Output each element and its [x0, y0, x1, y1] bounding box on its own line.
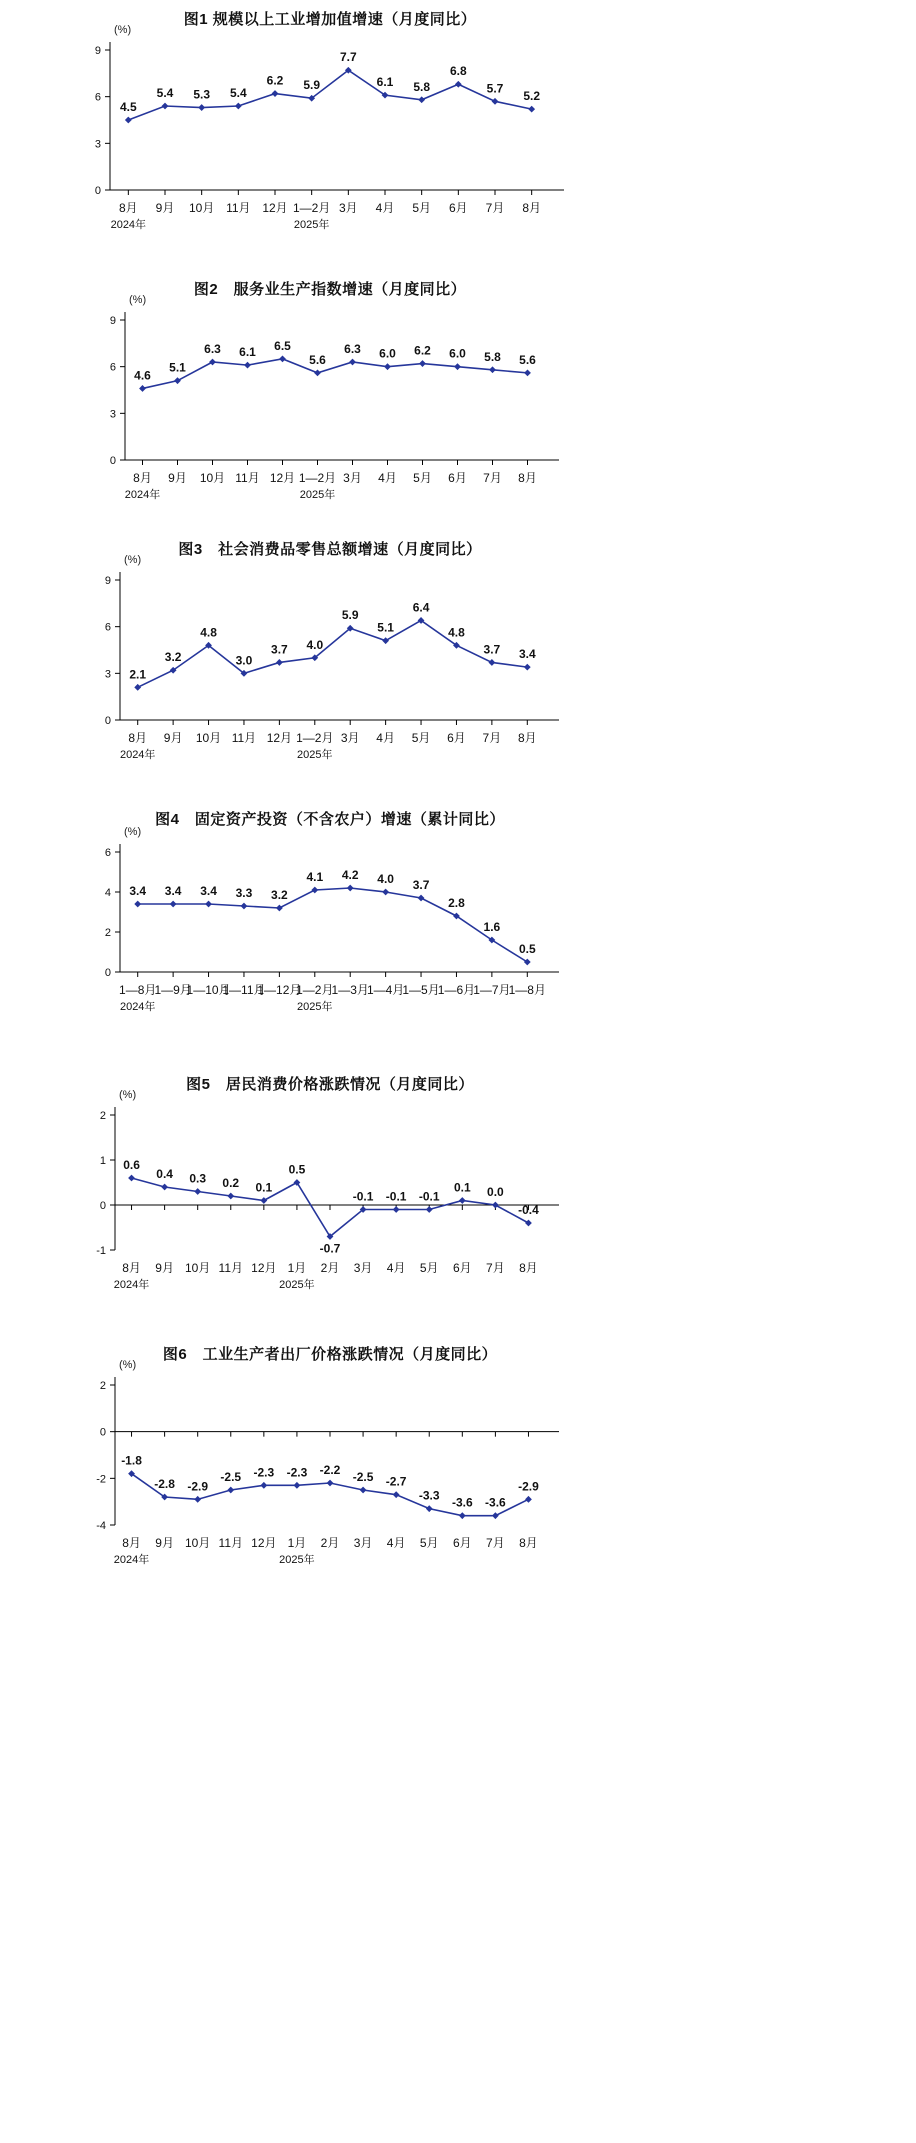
svg-text:8月: 8月 — [128, 731, 148, 745]
svg-text:11月: 11月 — [235, 471, 260, 485]
y-axis-unit-label: (%) — [124, 826, 142, 838]
svg-text:0.1: 0.1 — [453, 1180, 471, 1195]
svg-text:5月: 5月 — [419, 1261, 439, 1275]
svg-text:5.2: 5.2 — [523, 89, 541, 104]
chart-block-3 — [0, 525, 916, 795]
svg-text:2.8: 2.8 — [448, 896, 465, 910]
svg-text:5.1: 5.1 — [377, 620, 394, 635]
svg-text:4: 4 — [104, 887, 111, 899]
svg-text:2024年: 2024年 — [119, 1001, 156, 1013]
svg-text:4.2: 4.2 — [341, 868, 359, 882]
svg-text:-0.1: -0.1 — [418, 1189, 440, 1204]
svg-text:5.4: 5.4 — [156, 86, 174, 100]
svg-text:1—2月: 1—2月 — [296, 983, 334, 997]
svg-text:12月: 12月 — [251, 1261, 277, 1275]
svg-text:10月: 10月 — [185, 1536, 211, 1550]
svg-text:8月: 8月 — [519, 1261, 538, 1275]
svg-text:1—10月: 1—10月 — [186, 983, 231, 997]
svg-text:9月: 9月 — [155, 1536, 174, 1550]
svg-text:1—2月: 1—2月 — [292, 201, 331, 215]
svg-text:-3.6: -3.6 — [451, 1495, 473, 1510]
svg-text:10月: 10月 — [188, 201, 215, 215]
svg-text:0.5: 0.5 — [288, 1162, 306, 1177]
svg-text:-3.3: -3.3 — [418, 1488, 440, 1503]
svg-text:0: 0 — [104, 967, 111, 979]
svg-text:0: 0 — [104, 715, 111, 727]
chart-block-2 — [0, 260, 916, 525]
svg-text:2025年: 2025年 — [293, 219, 330, 231]
svg-text:8月: 8月 — [522, 201, 542, 215]
svg-text:0: 0 — [94, 185, 101, 197]
svg-text:4.5: 4.5 — [119, 100, 137, 114]
svg-text:9月: 9月 — [163, 731, 183, 745]
svg-text:11月: 11月 — [218, 1536, 244, 1550]
svg-text:0.2: 0.2 — [222, 1176, 240, 1190]
svg-text:1—8月: 1—8月 — [119, 983, 157, 997]
svg-text:3.7: 3.7 — [271, 642, 288, 657]
y-axis-unit-label: (%) — [119, 1359, 137, 1371]
svg-text:8月: 8月 — [118, 201, 138, 215]
svg-text:1—4月: 1—4月 — [366, 983, 405, 997]
svg-text:6.5: 6.5 — [274, 338, 291, 353]
svg-text:5.6: 5.6 — [309, 352, 326, 367]
svg-text:-0.4: -0.4 — [518, 1203, 539, 1217]
svg-text:7月: 7月 — [485, 201, 505, 215]
svg-text:12月: 12月 — [269, 471, 296, 485]
svg-text:6月: 6月 — [452, 1261, 472, 1275]
svg-text:5.4: 5.4 — [229, 86, 247, 100]
svg-text:3.2: 3.2 — [164, 650, 182, 665]
svg-text:3月: 3月 — [353, 1536, 373, 1550]
svg-text:2月: 2月 — [320, 1536, 340, 1550]
y-axis-unit-label: (%) — [114, 24, 132, 36]
svg-text:3.4: 3.4 — [200, 884, 217, 898]
svg-text:2: 2 — [104, 927, 111, 939]
svg-text:-3.6: -3.6 — [485, 1495, 506, 1510]
svg-text:-0.1: -0.1 — [385, 1189, 407, 1204]
svg-text:1—12月: 1—12月 — [257, 983, 302, 997]
svg-text:7.7: 7.7 — [339, 50, 357, 65]
y-axis-unit-label: (%) — [129, 294, 147, 306]
svg-text:8月: 8月 — [133, 471, 152, 485]
svg-text:5.8: 5.8 — [413, 79, 431, 94]
svg-text:12月: 12月 — [266, 731, 293, 745]
svg-text:6月: 6月 — [452, 1536, 472, 1550]
svg-text:-2.2: -2.2 — [319, 1463, 341, 1477]
svg-text:6: 6 — [104, 621, 111, 634]
svg-text:8月: 8月 — [122, 1261, 141, 1275]
y-axis-unit-label: (%) — [119, 1089, 137, 1101]
svg-text:-2.8: -2.8 — [154, 1477, 175, 1491]
svg-text:8月: 8月 — [517, 731, 537, 745]
svg-text:6.2: 6.2 — [414, 343, 431, 358]
svg-text:0.0: 0.0 — [487, 1185, 504, 1199]
svg-text:5月: 5月 — [419, 1536, 439, 1550]
svg-text:-2: -2 — [96, 1473, 106, 1486]
svg-text:-2.9: -2.9 — [518, 1479, 539, 1494]
svg-text:1—11月: 1—11月 — [222, 983, 266, 997]
svg-text:-2.5: -2.5 — [220, 1470, 242, 1484]
svg-text:1月: 1月 — [287, 1536, 307, 1550]
svg-text:5.8: 5.8 — [484, 349, 501, 364]
svg-text:2024年: 2024年 — [113, 1279, 150, 1291]
svg-text:5.9: 5.9 — [341, 608, 359, 623]
svg-text:9: 9 — [94, 45, 101, 57]
svg-text:1: 1 — [99, 1155, 106, 1167]
chart-plot — [0, 20, 660, 246]
svg-text:6.0: 6.0 — [449, 346, 466, 361]
svg-text:6: 6 — [109, 361, 116, 374]
svg-text:5.7: 5.7 — [486, 81, 504, 96]
svg-text:-2.7: -2.7 — [385, 1474, 407, 1489]
svg-text:3.7: 3.7 — [483, 642, 501, 657]
svg-text:3月: 3月 — [353, 1261, 373, 1275]
svg-text:1—3月: 1—3月 — [331, 983, 369, 997]
svg-text:1—2月: 1—2月 — [296, 731, 334, 745]
svg-text:6: 6 — [104, 847, 111, 859]
svg-text:0.5: 0.5 — [518, 942, 536, 956]
svg-text:3: 3 — [109, 408, 116, 421]
svg-text:3.4: 3.4 — [129, 884, 147, 898]
svg-text:0.3: 0.3 — [189, 1171, 207, 1186]
svg-text:3.4: 3.4 — [518, 647, 536, 662]
svg-text:0.1: 0.1 — [255, 1180, 273, 1195]
svg-text:6.1: 6.1 — [239, 345, 256, 360]
svg-text:0: 0 — [109, 455, 116, 467]
chart-plot — [0, 1085, 660, 1306]
svg-text:1—9月: 1—9月 — [154, 983, 192, 997]
svg-text:0: 0 — [99, 1200, 106, 1212]
svg-text:1—5月: 1—5月 — [402, 983, 440, 997]
chart-title: 图6 工业生产者出厂价格涨跌情况（月度同比） — [162, 1346, 498, 1363]
svg-text:5.3: 5.3 — [193, 87, 211, 102]
chart-plot — [0, 550, 660, 776]
svg-text:2: 2 — [99, 1380, 106, 1392]
svg-text:-2.9: -2.9 — [187, 1479, 209, 1494]
svg-text:0.4: 0.4 — [156, 1167, 173, 1181]
svg-text:2月: 2月 — [320, 1261, 340, 1275]
svg-text:2024年: 2024年 — [119, 749, 156, 761]
svg-text:-4: -4 — [96, 1520, 106, 1532]
svg-text:6月: 6月 — [448, 201, 468, 215]
svg-text:6.3: 6.3 — [344, 342, 361, 356]
svg-text:-2.3: -2.3 — [286, 1465, 308, 1480]
svg-text:2.1: 2.1 — [129, 667, 147, 682]
svg-text:12月: 12月 — [262, 201, 288, 215]
chart-plot — [0, 822, 660, 1028]
svg-text:6.1: 6.1 — [376, 75, 394, 90]
svg-text:-1.8: -1.8 — [121, 1453, 142, 1468]
svg-text:4.6: 4.6 — [134, 368, 151, 383]
chart-title: 图3 社会消费品零售总额增速（月度同比） — [178, 541, 482, 558]
svg-text:5月: 5月 — [413, 471, 432, 485]
svg-text:4月: 4月 — [378, 471, 397, 485]
svg-text:3.3: 3.3 — [235, 886, 253, 900]
svg-text:1—2月: 1—2月 — [298, 471, 337, 485]
svg-text:2025年: 2025年 — [297, 749, 333, 761]
svg-text:5.1: 5.1 — [169, 360, 186, 375]
svg-text:4月: 4月 — [376, 731, 395, 745]
svg-text:5.9: 5.9 — [303, 78, 321, 93]
svg-text:3.0: 3.0 — [235, 653, 253, 668]
svg-text:9: 9 — [109, 315, 116, 327]
svg-text:6: 6 — [94, 91, 101, 104]
chart-block-1 — [0, 0, 916, 260]
svg-text:3月: 3月 — [340, 731, 360, 745]
y-axis-unit-label: (%) — [124, 554, 142, 566]
svg-text:2024年: 2024年 — [124, 489, 161, 501]
svg-text:10月: 10月 — [199, 471, 226, 485]
svg-text:3.7: 3.7 — [412, 878, 430, 892]
svg-text:4.8: 4.8 — [200, 625, 217, 640]
svg-text:4.8: 4.8 — [448, 625, 465, 640]
svg-text:4月: 4月 — [375, 201, 395, 215]
svg-text:2025年: 2025年 — [279, 1279, 315, 1291]
svg-text:2: 2 — [99, 1110, 106, 1122]
svg-text:6.4: 6.4 — [412, 600, 430, 615]
svg-text:6.2: 6.2 — [266, 73, 284, 88]
svg-text:9: 9 — [104, 575, 111, 587]
svg-text:4.0: 4.0 — [377, 872, 394, 886]
svg-text:2025年: 2025年 — [297, 1001, 333, 1013]
chart-block-6 — [0, 1330, 916, 1630]
svg-text:-2.5: -2.5 — [352, 1470, 374, 1484]
svg-text:6月: 6月 — [448, 471, 467, 485]
svg-text:0: 0 — [99, 1426, 106, 1439]
chart-title: 图5 居民消费价格涨跌情况（月度同比） — [186, 1076, 474, 1093]
svg-text:-2.3: -2.3 — [253, 1465, 275, 1480]
svg-text:4.0: 4.0 — [306, 637, 324, 652]
svg-text:11月: 11月 — [218, 1261, 244, 1275]
svg-text:6月: 6月 — [447, 731, 466, 745]
svg-text:6.3: 6.3 — [204, 342, 221, 356]
svg-text:1.6: 1.6 — [483, 920, 501, 934]
svg-text:7月: 7月 — [486, 1261, 505, 1275]
svg-text:12月: 12月 — [251, 1536, 277, 1550]
svg-text:4月: 4月 — [386, 1536, 406, 1550]
svg-text:3月: 3月 — [338, 201, 358, 215]
chart-title: 图1 规模以上工业增加值增速（月度同比） — [183, 11, 477, 28]
svg-text:3.4: 3.4 — [164, 884, 182, 898]
chart-plot — [0, 1355, 660, 1581]
svg-text:7月: 7月 — [482, 731, 502, 745]
chart-block-4 — [0, 795, 916, 1060]
svg-text:-0.1: -0.1 — [352, 1189, 374, 1204]
svg-text:6.0: 6.0 — [379, 346, 396, 361]
svg-text:0.6: 0.6 — [123, 1158, 140, 1172]
chart-plot — [0, 290, 660, 516]
svg-text:7月: 7月 — [483, 471, 502, 485]
svg-text:5月: 5月 — [412, 201, 432, 215]
svg-text:4月: 4月 — [386, 1261, 406, 1275]
svg-text:7月: 7月 — [486, 1536, 505, 1550]
svg-text:4.1: 4.1 — [306, 870, 324, 884]
svg-text:2025年: 2025年 — [279, 1554, 315, 1566]
svg-text:11月: 11月 — [226, 201, 251, 215]
svg-text:9月: 9月 — [168, 471, 187, 485]
svg-text:8月: 8月 — [518, 471, 537, 485]
svg-text:1—6月: 1—6月 — [437, 983, 476, 997]
svg-text:2024年: 2024年 — [113, 1554, 150, 1566]
svg-text:8月: 8月 — [122, 1536, 141, 1550]
svg-text:5.6: 5.6 — [519, 352, 536, 367]
chart-title: 图4 固定资产投资（不含农户）增速（累计同比） — [155, 811, 505, 828]
svg-text:10月: 10月 — [185, 1261, 211, 1275]
svg-text:1—8月: 1—8月 — [508, 983, 546, 997]
svg-text:3: 3 — [104, 668, 111, 681]
svg-text:10月: 10月 — [195, 731, 222, 745]
svg-text:3: 3 — [94, 138, 101, 151]
svg-text:1月: 1月 — [287, 1261, 307, 1275]
chart-title: 图2 服务业生产指数增速（月度同比） — [193, 281, 467, 298]
svg-text:1—7月: 1—7月 — [473, 983, 511, 997]
svg-text:6.8: 6.8 — [449, 64, 467, 79]
svg-text:8月: 8月 — [519, 1536, 538, 1550]
svg-text:-0.7: -0.7 — [319, 1241, 341, 1256]
svg-text:2024年: 2024年 — [110, 219, 147, 231]
svg-text:5月: 5月 — [411, 731, 431, 745]
svg-text:-1: -1 — [96, 1245, 106, 1257]
svg-text:3.2: 3.2 — [271, 888, 288, 902]
svg-text:9月: 9月 — [155, 1261, 174, 1275]
svg-text:11月: 11月 — [231, 731, 257, 745]
svg-text:9月: 9月 — [155, 201, 175, 215]
svg-text:3月: 3月 — [343, 471, 362, 485]
chart-block-5 — [0, 1060, 916, 1330]
svg-text:2025年: 2025年 — [299, 489, 336, 501]
